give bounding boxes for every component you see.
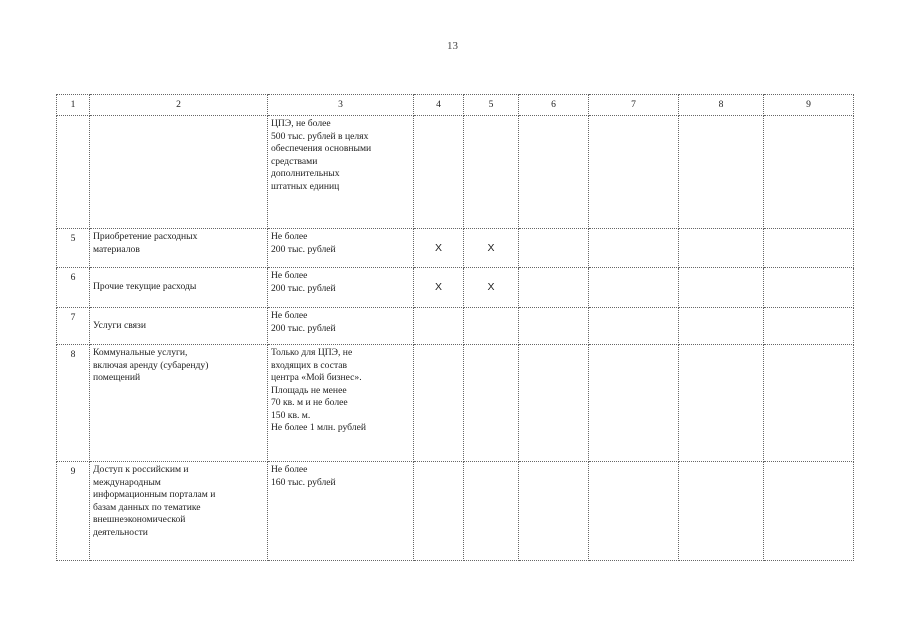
expense-name-cell [90, 268, 268, 308]
expense-limit: Не более 200 тыс. рублей [271, 270, 336, 294]
column-header: 1 [57, 95, 90, 116]
expense-name-cell [90, 308, 268, 345]
cell-col6 [519, 308, 589, 345]
column-header: 9 [764, 95, 854, 116]
cell-col9 [764, 116, 854, 229]
table-row [57, 268, 854, 308]
expense-name: Коммунальные услуги, включая аренду (субаренду) помещений [93, 347, 209, 383]
cell-col9 [764, 268, 854, 308]
cell-col7 [589, 308, 679, 345]
limit-cell [268, 229, 414, 268]
cell-col9 [764, 229, 854, 268]
cell-col6 [519, 116, 589, 229]
cell-col4: X [414, 229, 464, 268]
limit-cell [268, 345, 414, 462]
table-row [57, 229, 854, 268]
column-header: 2 [90, 95, 268, 116]
cell-col5: X [464, 229, 519, 268]
cell-col4 [414, 308, 464, 345]
cell-col8 [679, 345, 764, 462]
cell-col7 [589, 116, 679, 229]
cell-col9 [764, 345, 854, 462]
column-header: 6 [519, 95, 589, 116]
cell-col8 [679, 308, 764, 345]
limit-cell [268, 116, 414, 229]
column-header: 5 [464, 95, 519, 116]
row-number: 9 [57, 462, 90, 561]
column-header: 3 [268, 95, 414, 116]
cell-col5 [464, 116, 519, 229]
expense-limit: Не более 200 тыс. рублей [271, 310, 336, 334]
row-number: 8 [57, 345, 90, 462]
expenses-table [56, 94, 854, 561]
limit-cell [268, 462, 414, 561]
cell-col4 [414, 462, 464, 561]
table-row [57, 345, 854, 462]
row-number: 7 [57, 308, 90, 345]
limit-cell [268, 308, 414, 345]
cell-col9 [764, 308, 854, 345]
cell-col7 [589, 345, 679, 462]
expense-limit: Не более 160 тыс. рублей [271, 464, 336, 488]
cell-col4 [414, 116, 464, 229]
cell-col8 [679, 462, 764, 561]
cell-col7 [589, 268, 679, 308]
expense-name: Услуги связи [93, 319, 146, 331]
table-row [57, 462, 854, 561]
cell-col9 [764, 462, 854, 561]
cell-col6 [519, 229, 589, 268]
expense-name: Доступ к российским и международным информационным порталам и базам данных по тематике внешнеэкономической деятельности [93, 464, 216, 538]
expense-name: Прочие текущие расходы [93, 281, 197, 293]
cell-col7 [589, 229, 679, 268]
header-row [57, 95, 854, 116]
cell-col4 [414, 345, 464, 462]
cell-col4: X [414, 268, 464, 308]
cell-col6 [519, 345, 589, 462]
row-number [57, 116, 90, 229]
cell-col5 [464, 345, 519, 462]
expense-limit: Только для ЦПЭ, не входящих в состав центра «Мой бизнес». Площадь не менее 70 кв. м и не более 150 кв. м. Не более 1 млн. рублей [271, 347, 366, 433]
cell-col5 [464, 462, 519, 561]
expense-name-cell [90, 462, 268, 561]
row-number: 5 [57, 229, 90, 268]
cell-col8 [679, 116, 764, 229]
cell-col5 [464, 308, 519, 345]
expense-name-cell [90, 345, 268, 462]
limit-cell [268, 268, 414, 308]
cell-col6 [519, 268, 589, 308]
column-header: 8 [679, 95, 764, 116]
expense-limit: ЦПЭ, не более 500 тыс. рублей в целях обеспечения основными средствами дополнительных штатных единиц [271, 118, 372, 192]
cell-col6 [519, 462, 589, 561]
column-header: 4 [414, 95, 464, 116]
cell-col7 [589, 462, 679, 561]
cell-col8 [679, 229, 764, 268]
expense-name-cell [90, 116, 268, 229]
table-row [57, 308, 854, 345]
expense-name: Приобретение расходных материалов [93, 231, 198, 255]
page-number: 13 [447, 40, 458, 52]
cell-col5: X [464, 268, 519, 308]
expense-name-cell [90, 229, 268, 268]
table-row [57, 116, 854, 229]
expense-limit: Не более 200 тыс. рублей [271, 231, 336, 255]
cell-col8 [679, 268, 764, 308]
row-number: 6 [57, 268, 90, 308]
column-header: 7 [589, 95, 679, 116]
